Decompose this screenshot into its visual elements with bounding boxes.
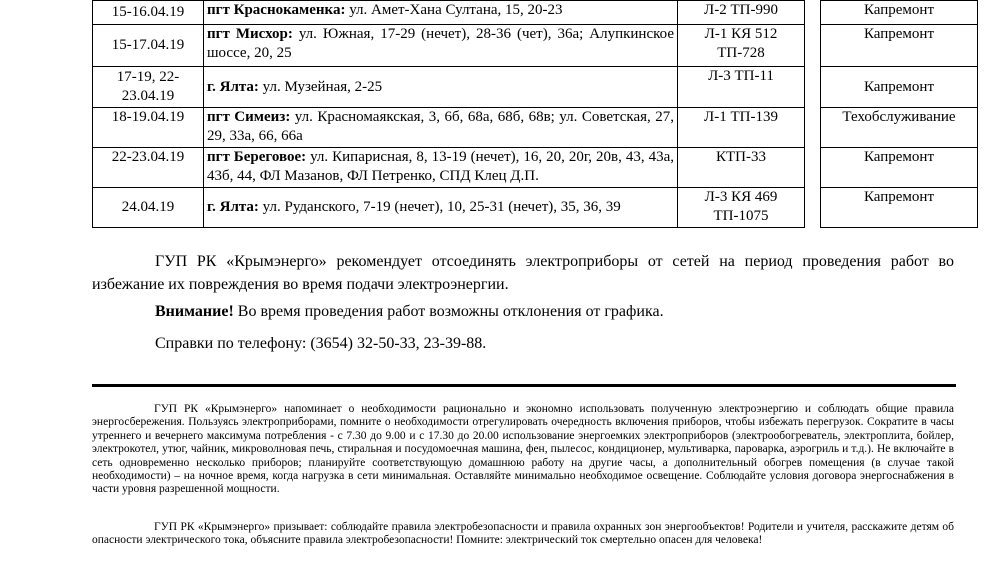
row-date: 17-19, 22-23.04.19 [93,67,204,108]
column-gap [805,67,821,108]
row-streets: ул. Красномаякская, 3, 6б, 68а, 68б, 68в; ул. Советская, 27, 29, 33а, 66, 66а [207,109,674,144]
row-line: Л-1 КЯ 512 ТП-728 [678,25,805,67]
disconnect-recommendation: ГУП РК «Крымэнерго» рекомендует отсоединять электроприборы от сетей на период проведения работ во избежание их повреждения во время подачи электроэнергии. [92,253,954,293]
schedule-deviation-warning [155,300,955,323]
column-gap [805,188,821,228]
row-date: 15-17.04.19 [93,25,204,67]
row-date: 15-16.04.19 [93,1,204,25]
column-gap [805,148,821,188]
row-work-type: Капремонт [821,25,978,67]
row-line: КТП-33 [678,148,805,188]
electrical-safety-notice: ГУП РК «Крымэнерго» призывает: соблюдайте правила электробезопасности и правила охранных зон энергообъектов! Родители и учителя, расскажите детям об опасности электрического тока, объясните правила электробезопасности! Помните: электрический ток смертельно опасен для человека! [92,521,954,547]
row-settlement: пгт Симеиз: [207,109,291,125]
energy-saving-notice: ГУП РК «Крымэнерго» напоминает о необходимости рационально и экономно использовать полученную электроэнергию и соблюдать общие правила энергосбережения. Пользуясь электроприборами, помните о необходимости отрегулировать очередность включения приборов, чтобы избежать перегрузок. Сократите в часы утреннего и вечернего максимума потребления - с 7.30 до 9.00 и с 17.30 до 20.00 использование энергоемких электроприборов (электрообогреватель, электроплита, бойлер, электрокотел, утюг, чайник, микроволновая печь, стиральная и посудомоечная машина, фен, пылесос, кондиционер, мультиварка, пароварка, аэрогриль и т.д.). Не включайте в сеть одновременно несколько приборов; планируйте соответствующую домашнюю работу на другие часы, а дополнительный обогрев помещения (в случае такой необходимости) – на ночное время, когда нагрузка в сети минимальная. Оставляйте минимально необходимое освещение. Соблюдайте условия договора энергоснабжения в части уровня разрешенной мощности. [92,403,954,496]
table-row [93,25,978,67]
row-streets: ул. Южная, 17-29 (нечет), 28-36 (чет), 36а; Алупкинское шоссе, 20, 25 [207,26,674,61]
table-row [93,67,978,108]
row-work-type: Капремонт [821,188,978,228]
row-settlement: г. Ялта: [207,78,259,95]
row-line: Л-1 ТП-139 [678,108,805,148]
section-divider [92,384,956,387]
row-line: Л-2 ТП-990 [678,1,805,25]
row-address [204,67,678,108]
attention-text: Во время проведения работ возможны отклонения от графика. [233,303,664,320]
row-address [204,148,678,188]
row-settlement: г. Ялта: [207,199,259,215]
column-gap [805,25,821,67]
row-address [204,188,678,228]
row-line: Л-3 ТП-11 [678,67,805,108]
outage-schedule-table [92,0,978,228]
row-address [204,1,678,25]
row-date: 24.04.19 [93,188,204,228]
row-line: Л-3 КЯ 469 ТП-1075 [678,188,805,228]
row-settlement: пгт Береговое: [207,149,307,165]
row-streets: ул. Музейная, 2-25 [258,78,383,95]
row-settlement: пгт Мисхор: [207,26,293,42]
row-streets: ул. Амет-Хана Султана, 15, 20-23 [345,2,563,18]
column-gap [805,1,821,25]
row-work-type: Капремонт [821,148,978,188]
row-address [204,108,678,148]
table-row [93,1,978,25]
row-address [204,25,678,67]
table-row [93,148,978,188]
row-date: 18-19.04.19 [93,108,204,148]
row-date: 22-23.04.19 [93,148,204,188]
column-gap [805,108,821,148]
attention-label: Внимание! [155,303,234,320]
row-streets: ул. Кипарисная, 8, 13-19 (нечет), 16, 20, 20г, 20в, 43, 43а, 43б, 44, ФЛ Мазанов, ФЛ Петренко, СПД Клец Д.П. [207,149,674,184]
phone-info: Справки по телефону: (3654) 32-50-33, 23-39-88. [155,335,487,352]
table-row [93,108,978,148]
row-work-type: Капремонт [821,67,978,108]
table-row [93,188,978,228]
row-streets: ул. Руданского, 7-19 (нечет), 10, 25-31 (нечет), 35, 36, 39 [258,199,621,215]
row-settlement: пгт Краснокаменка: [207,2,346,18]
row-work-type: Капремонт [821,1,978,25]
row-work-type: Техобслуживание [821,108,978,148]
